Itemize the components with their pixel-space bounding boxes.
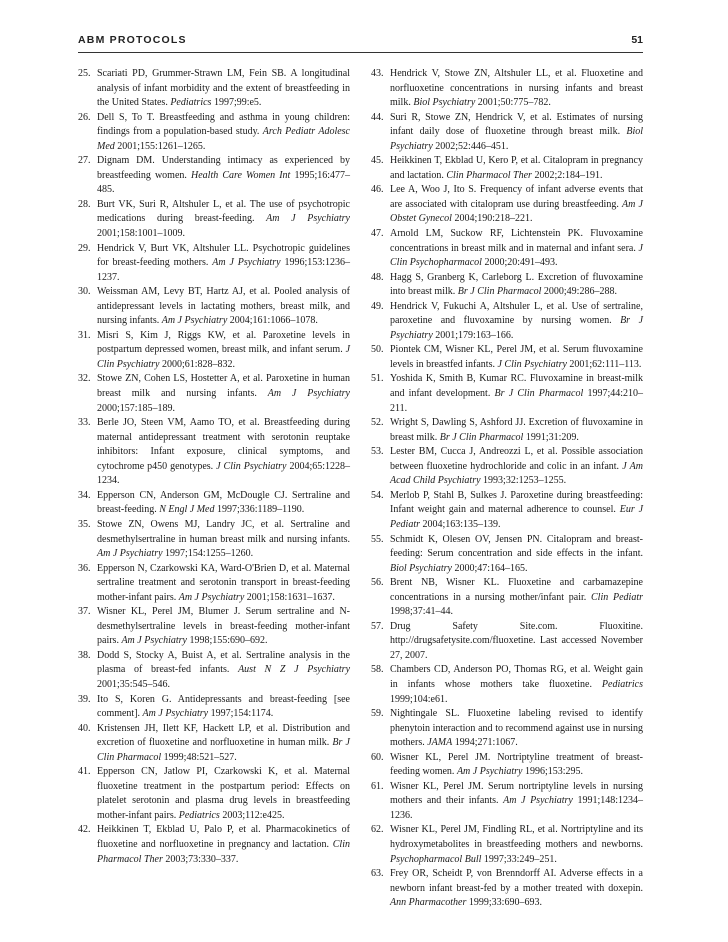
reference-citation: 1996;153:1236–1237. [97,257,350,283]
page [78,34,643,911]
reference-list-right [371,67,643,911]
reference-text: Suri R, Stowe ZN, Hendrick V, et al. Estimates of nursing infant daily dose of fluoxetine through breast milk. [390,111,643,138]
reference-item [78,242,350,286]
reference-journal: Am J Psychiatry [97,548,163,560]
reference-item [371,663,643,707]
reference-text: Stowe ZN, Cohen LS, Hostetter A, et al. Paroxetine in human breast milk and nursing infants. [97,373,350,400]
reference-citation: 1998;37:41–44. [390,606,454,618]
reference-number: 56. [371,577,384,589]
reference-item [78,518,350,562]
reference-number: 59. [371,708,384,720]
reference-journal: J Clin Psychiatry [497,358,567,370]
reference-journal: Pediatrics [170,97,212,109]
reference-item [78,329,350,373]
reference-journal: Br J Clin Pharmacol [97,737,350,763]
reference-number: 42. [78,824,91,836]
reference-citation: 2002;52:446–451. [435,140,509,152]
reference-citation: 2001;62:111–113. [569,358,642,370]
reference-text: Lee A, Woo J, Ito S. Frequency of infant adverse events that are associated with citalopram use during breastfeeding. [390,184,643,210]
reference-item [371,271,643,300]
reference-item [78,67,350,111]
header-rule [78,52,643,53]
reference-item [78,823,350,867]
reference-number: 51. [371,373,384,385]
reference-number: 47. [371,228,384,240]
reference-number: 30. [78,286,91,298]
reference-text: Wisner KL, Perel JM. Serum nortriptyline levels in nursing mothers and their infants. [390,780,643,807]
reference-number: 50. [371,344,384,356]
reference-journal: Biol Psychiatry [413,97,476,109]
reference-journal: Br J Clin Pharmacol [494,388,584,400]
reference-text: Wisner KL, Perel JM. Nortriptyline treatment of breast-feeding women. [390,751,643,778]
reference-number: 46. [371,184,384,196]
reference-number: 29. [78,242,91,254]
reference-number: 63. [371,868,384,880]
reference-number: 37. [78,606,91,618]
reference-text: Epperson N, Czarkowski KA, Ward-O'Brien D, et al. Maternal sertraline treatment and serotonin transport in breast-feeding mother-infant pairs. [97,562,350,603]
running-title: ABM PROTOCOLS [78,34,187,46]
reference-citation: 1991;148:1234–1236. [390,795,644,821]
reference-text: Arnold LM, Suckow RF, Lichtenstein PK. Fluvoxamine concentrations in breast milk and in maternal and infant sera. [390,228,643,254]
reference-journal: Arch Pediatr Adolesc Med [97,126,350,152]
reference-text: Weissman AM, Levy BT, Hartz AJ, et al. Pooled analysis of antidepressant levels in lactating mothers, breast milk, and nursing infants. [97,286,350,327]
reference-text: Dignam DM. Understanding intimacy as experienced by breastfeeding women. [97,155,350,181]
reference-number: 62. [371,824,384,836]
reference-item [78,285,350,329]
reference-citation: 2000;47:164–165. [454,562,528,574]
reference-item [371,620,643,664]
reference-number: 32. [78,373,91,385]
reference-citation: 1996;153:295. [524,766,584,778]
reference-text: Yoshida K, Smith B, Kumar RC. Fluvoxamine in breast-milk and infant development. [390,373,643,400]
reference-item [371,445,643,489]
reference-journal: J Clin Psychiatry [216,460,287,472]
reference-citation: 1991;31:209. [525,431,579,443]
reference-item [371,576,643,620]
reference-item [371,751,643,780]
reference-item [371,343,643,372]
reference-item [78,693,350,722]
reference-journal: Am J Psychiatry [266,213,350,225]
reference-citation: 2004;65:1228–1234. [97,460,351,487]
reference-citation: 2001;50:775–782. [477,97,551,109]
reference-item [78,562,350,606]
reference-text: Frey OR, Scheidt P, von Brenndorff AI. Adverse effects in a newborn infant breast-fed by a mother treated with doxepin. [390,868,643,894]
reference-item [78,605,350,649]
reference-citation: 2000;20:491–493. [484,257,558,269]
reference-text: Epperson CN, Anderson GM, McDougle CJ. Sertraline and breast-feeding. [97,489,350,516]
reference-text: Stowe ZN, Owens MJ, Landry JC, et al. Sertraline and desmethylsertraline in human breast milk and nursing infants. [97,518,350,545]
reference-item [371,867,643,911]
reference-text: Heikkinen T, Ekblad U, Palo P, et al. Pharmacokinetics of fluoxetine and norfluoxetine in pregnancy and lactation. [97,824,350,850]
reference-item [371,154,643,183]
reference-number: 34. [78,489,91,501]
reference-journal: Am J Psychiatry [456,766,523,778]
reference-number: 41. [78,766,91,778]
reference-journal: Biol Psychiatry [390,562,452,574]
reference-text: Misri S, Kim J, Riggs KW, et al. Paroxetine levels in postpartum depressed women, breast milk, and infant serum. [97,329,350,356]
reference-text: Berle JO, Steen VM, Aamo TO, et al. Breastfeeding during maternal antidepressant treatment with serotonin reuptake inhibitors: Infant exposure, clinical symptoms, and cytochrome p450 genotypes. [97,417,350,472]
reference-text: Brent NB, Wisner KL. Fluoxetine and carbamazepine concentrations in a nursing mother/infant pair. [390,577,643,603]
reference-citation: 1997;99:e5. [213,97,262,109]
reference-text: Burt VK, Suri R, Altshuler L, et al. The use of psychotropic medications during breast-feeding. [97,198,350,225]
reference-journal: Biol Psychiatry [390,126,644,152]
reference-item [371,67,643,111]
reference-item [371,300,643,344]
reference-number: 58. [371,664,384,676]
reference-number: 44. [371,111,384,123]
reference-number: 45. [371,155,384,167]
reference-journal: Eur J Pediatr [390,504,644,530]
reference-journal: Aust N Z J Psychiatry [238,664,351,676]
reference-number: 57. [371,620,384,632]
reference-number: 53. [371,446,384,458]
reference-columns [78,67,643,911]
reference-journal: Am J Psychiatry [178,591,245,603]
reference-journal: Br J Clin Pharmacol [457,286,542,298]
reference-journal: J Clin Psychiatry [97,344,351,370]
reference-journal: Pediatrics [178,809,220,821]
reference-journal: Am J Psychiatry [503,795,573,807]
reference-item [371,707,643,751]
reference-number: 40. [78,722,91,734]
reference-number: 49. [371,300,384,312]
reference-text: Hagg S, Granberg K, Carleborg L. Excretion of fluvoxamine into breast milk. [390,271,643,298]
reference-number: 48. [371,271,384,283]
reference-number: 27. [78,155,91,167]
reference-journal: Health Care Women Int [191,169,291,181]
reference-number: 61. [371,780,384,792]
reference-number: 28. [78,198,91,210]
reference-journal: J Clin Psychopharmacol [390,242,643,269]
reference-citation: 2004;190:218–221. [454,213,533,225]
reference-text: Wisner KL, Perel JM, Findling RL, et al. Nortriptyline and its hydroxymetabolites in breastfeeding mothers and newborns. [390,824,643,850]
reference-journal: Am J Psychiatry [121,635,187,647]
reference-journal: Am J Psychiatry [161,315,228,327]
reference-item [78,765,350,823]
reference-citation: 1998;155:690–692. [189,635,268,647]
reference-item [371,372,643,416]
reference-citation: 2001;158:1001–1009. [97,228,186,240]
reference-citation: 2004;161:1066–1078. [229,315,318,327]
reference-journal: JAMA [427,737,453,749]
reference-number: 43. [371,68,384,79]
reference-number: 39. [78,693,91,705]
reference-text: Heikkinen T, Ekblad U, Kero P, et al. Citalopram in pregnancy and lactation. [390,155,643,181]
reference-item [78,111,350,155]
reference-item [78,722,350,766]
reference-text: Wright S, Dawling S, Ashford JJ. Excretion of fluvoxamine in breast milk. [390,417,643,443]
reference-item [371,183,643,227]
reference-text: Lester BM, Cucca J, Andreozzi L, et al. Possible association between fluoxetine hydrochloride and colic in an infant. [390,446,643,472]
reference-citation: 2001;155:1261–1265. [117,140,206,152]
reference-number: 55. [371,533,384,545]
reference-citation: 1997;336:1189–1190. [216,504,305,516]
reference-number: 26. [78,111,91,123]
reference-text: Epperson CN, Jatlow PI, Czarkowski K, et al. Maternal fluoxetine treatment in the postpartum period: Effects on platelet serotonin and plasma drug levels in breastfeeding mother-infant pairs. [97,766,350,821]
reference-text: Dodd S, Stocky A, Buist A, et al. Sertraline analysis in the plasma of breast-fed infants. [97,649,350,676]
reference-citation: 2001;35:545–546. [97,678,171,690]
reference-journal: Pediatrics [601,678,643,690]
reference-journal: Am J Psychiatry [267,388,350,400]
reference-journal: Am J Obstet Gynecol [390,198,643,225]
reference-citation: 1995;16:477–485. [97,169,351,196]
reference-journal: Ann Pharmacother [390,897,467,909]
reference-citation: 1999;104:e61. [390,693,448,705]
reference-text: Merlob P, Stahl B, Sulkes J. Paroxetine during breastfeeding: Infant weight gain and maternal adherence to counsel. [390,489,643,516]
reference-item [371,227,643,271]
reference-number: 31. [78,329,91,341]
reference-journal: Am J Psychiatry [142,708,209,720]
reference-citation: 2001;179:163–166. [435,329,514,341]
reference-text: Ito S, Koren G. Antidepressants and breast-feeding [see comment]. [97,693,350,720]
reference-journal: Clin Pharmacol Ther [97,838,350,865]
reference-text: Wisner KL, Perel JM, Blumer J. Serum sertraline and N-desmethylsertraline levels in breast-feeding mother-infant pairs. [97,606,350,647]
reference-citation: 1997;154:1255–1260. [165,548,254,560]
reference-number: 54. [371,489,384,501]
reference-text: Chambers CD, Anderson PO, Thomas RG, et al. Weight gain in infants whose mothers take fluoxetine. [390,664,643,690]
reference-citation: 1994;271:1067. [454,737,518,749]
reference-citation: 1997;154:1174. [210,708,274,720]
reference-journal: N Engl J Med [159,504,215,516]
reference-text: Drug Safety Site.com. Fluoxitine. http://drugsafetysite.com/fluoxetine. Last accessed November 27, 2007. [390,620,643,661]
reference-citation: 2004;163:135–139. [422,518,501,530]
reference-number: 25. [78,68,91,79]
reference-citation: 2000;49:286–288. [543,286,617,298]
running-head [78,34,643,46]
reference-citation: 1997;44:210–211. [390,388,644,414]
reference-item [78,154,350,198]
reference-number: 52. [371,417,384,429]
reference-text: Hendrick V, Stowe ZN, Altshuler LL, et al. Fluoxetine and norfluoxetine concentrations in nursing infants and breast milk. [390,68,643,109]
reference-text: Dell S, To T. Breastfeeding and asthma in young children: findings from a population-based study. [97,111,350,138]
reference-text: Schmidt K, Olesen OV, Jensen PN. Citalopram and breast-feeding: Serum concentration and side effects in the infant. [390,533,643,560]
reference-text: Scariati PD, Grummer-Strawn LM, Fein SB. A longitudinal analysis of infant morbidity and the extent of breastfeeding in the United States. [97,68,350,109]
reference-list-left [78,67,350,911]
reference-number: 38. [78,649,91,661]
reference-item [78,372,350,416]
reference-citation: 2002;2:184–191. [534,169,603,181]
reference-text: Hendrick V, Burt VK, Altshuler LL. Psychotropic guidelines for breast-feeding mothers. [97,242,350,269]
reference-citation: 1997;33:249–251. [483,853,557,865]
reference-journal: Clin Pharmacol Ther [446,169,532,181]
reference-item [371,489,643,533]
reference-journal: Br J Clin Pharmacol [439,431,524,443]
reference-journal: Am J Psychiatry [212,257,281,269]
reference-citation: 1999;48:521–527. [163,751,237,763]
reference-number: 35. [78,518,91,530]
reference-citation: 1993;32:1253–1255. [483,475,567,487]
reference-item [78,416,350,489]
reference-item [371,823,643,867]
reference-journal: Psychopharmacol Bull [390,853,482,865]
reference-journal: J Am Acad Child Psychiatry [390,460,643,487]
reference-journal: Clin Pediatr [591,591,643,603]
reference-citation: 2001;158:1631–1637. [246,591,335,603]
reference-number: 60. [371,751,384,763]
page-number: 51 [631,34,643,46]
reference-item [371,416,643,445]
reference-text: Nightingale SL. Fluoxetine labeling revised to identify phenytoin interaction and to recommend against use in nursing mothers. [390,708,643,749]
reference-citation: 2000;157:185–189. [97,402,176,414]
reference-citation: 2003;112:e425. [222,809,285,821]
reference-item [371,533,643,577]
reference-text: Hendrick V, Fukuchi A, Altshuler L, et al. Use of sertraline, paroxetine and fluvoxamine by nursing women. [390,300,643,327]
reference-text: Kristensen JH, Ilett KF, Hackett LP, et al. Distribution and excretion of fluoxetine and norfluoxetine in human milk. [97,722,350,749]
reference-item [78,649,350,693]
reference-number: 36. [78,562,91,574]
reference-item [78,198,350,242]
reference-item [78,489,350,518]
reference-item [371,111,643,155]
reference-number: 33. [78,417,91,429]
reference-journal: Br J Psychiatry [390,315,644,341]
reference-text: Piontek CM, Wisner KL, Perel JM, et al. Serum fluvoxamine levels in breastfed infants. [390,344,643,370]
reference-citation: 2003;73:330–337. [165,853,239,865]
reference-citation: 2000;61:828–832. [162,358,236,370]
reference-item [371,780,643,824]
reference-citation: 1999;33:690–693. [468,897,542,909]
